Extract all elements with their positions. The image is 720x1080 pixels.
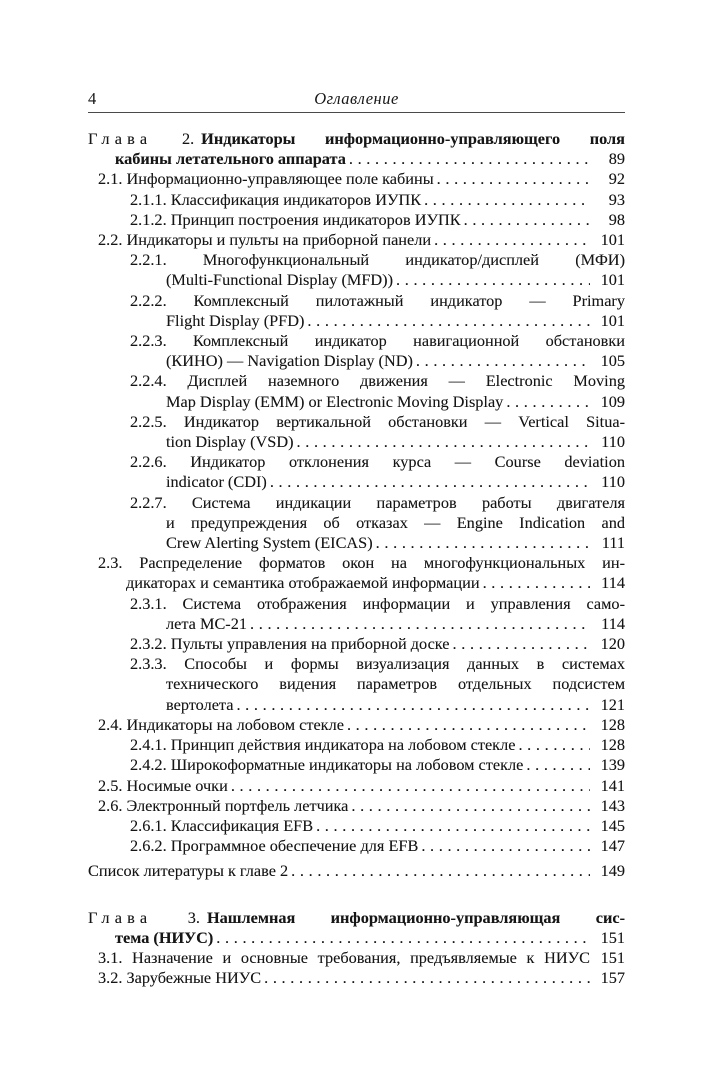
dots-leader xyxy=(264,968,590,988)
toc-page-number: 149 xyxy=(600,861,625,881)
toc-line: 2.5. Носимые очки ..... 141 xyxy=(98,776,625,796)
dots-leader xyxy=(416,351,590,371)
toc-entry xyxy=(88,129,625,169)
toc-line: (Multi-Functional Display (MFD)) ..... 101 xyxy=(166,270,625,290)
toc-line: 2.1.2. Принцип построения индикаторов ИУПК ..... 98 xyxy=(130,210,625,230)
toc-page-number: 114 xyxy=(601,573,625,593)
toc-page-number: 143 xyxy=(600,795,625,815)
toc-page-number: 151 xyxy=(600,947,625,967)
toc-entry xyxy=(88,452,625,492)
dots-leader xyxy=(351,796,590,816)
toc-page-number: 151 xyxy=(600,927,625,947)
dots-leader xyxy=(421,836,590,856)
dots-leader xyxy=(437,169,590,189)
toc-entry xyxy=(88,776,625,796)
toc-line: 2.1. Информационно-управляющее поле кабины ..... 92 xyxy=(98,169,625,189)
toc-entry xyxy=(88,169,625,189)
toc-page-number: 101 xyxy=(600,310,625,330)
toc-entry xyxy=(88,654,625,715)
toc-page-number: 145 xyxy=(600,815,625,835)
toc-line: 2.4.2. Широкоформатные индикаторы на лобовом стекле ..... 139 xyxy=(130,755,625,775)
toc-entry xyxy=(88,553,625,593)
toc-line: 2.2.3. Комплексный индикатор навигационной обстановки xyxy=(130,331,625,351)
toc-line: Crew Alerting System (EICAS) ..... 111 xyxy=(166,533,625,553)
toc-line: 2.1.1. Классификация индикаторов ИУПК ..... 93 xyxy=(130,190,625,210)
dots-leader xyxy=(483,573,590,593)
toc-line: 2.2.7. Система индикации параметров работы двигателя xyxy=(130,492,625,512)
dots-leader xyxy=(250,614,590,634)
toc-line: 2.3.3. Способы и формы визуализация данных в системах xyxy=(130,654,625,674)
toc-line: и предупреждения об отказах — Engine Indication and xyxy=(166,512,625,532)
dots-leader xyxy=(216,928,590,948)
toc-page-number: 114 xyxy=(601,613,625,633)
toc-line: 3.1. Назначение и основные требования, предъявляемые к НИУС 151 xyxy=(98,947,625,967)
toc-line: 2.4.1. Принцип действия индикатора на лобовом стекле ..... 128 xyxy=(130,735,625,755)
toc-entry xyxy=(88,948,625,968)
toc-line: технического видения параметров отдельных подсистем xyxy=(166,674,625,694)
toc-page-number: 157 xyxy=(600,968,625,988)
toc-page-number: 89 xyxy=(608,149,625,169)
toc-page-number: 101 xyxy=(600,270,625,290)
dots-leader xyxy=(506,392,590,412)
toc-page-number: 98 xyxy=(608,209,625,229)
toc-entry xyxy=(88,968,625,988)
toc-page-number: 101 xyxy=(600,230,625,250)
toc-entry xyxy=(88,796,625,816)
toc-entry xyxy=(88,210,625,230)
toc-entry xyxy=(88,371,625,411)
page-number: 4 xyxy=(88,89,97,108)
toc-page-number: 121 xyxy=(600,694,625,714)
toc-entry xyxy=(88,816,625,836)
toc-line: тема (НИУС) ..... 151 xyxy=(115,928,625,948)
toc-line: Flight Display (PFD) ..... 101 xyxy=(166,311,625,331)
toc-entry xyxy=(88,412,625,452)
toc-line: Map Display (EMM) or Electronic Moving Display ..... 109 xyxy=(166,392,625,412)
toc-page-number: 109 xyxy=(600,391,625,411)
page-header xyxy=(88,90,625,108)
toc-line: 2.2. Индикаторы и пульты на приборной панели ..... 101 xyxy=(98,230,625,250)
toc-line: 2.6.2. Программное обеспечение для EFB ..... 147 xyxy=(130,836,625,856)
toc-line: indicator (CDI) ..... 110 xyxy=(166,472,625,492)
toc-entry xyxy=(88,861,625,881)
dots-leader xyxy=(347,715,590,735)
toc-page-number: 128 xyxy=(600,735,625,755)
toc-entry xyxy=(88,715,625,735)
toc-line: кабины летательного аппарата ..... 89 xyxy=(115,149,625,169)
dots-leader xyxy=(518,735,590,755)
toc-entry xyxy=(88,594,625,634)
toc-entry xyxy=(88,331,625,371)
toc-line: Список литературы к главе 2 ..... 149 xyxy=(88,861,625,881)
toc-line: 2.2.4. Дисплей наземного движения — Electronic Moving xyxy=(130,371,625,391)
toc-entry xyxy=(88,634,625,654)
toc-line: 2.3.2. Пульты управления на приборной доске ..... 120 xyxy=(130,634,625,654)
dots-leader xyxy=(424,190,590,210)
dots-leader xyxy=(396,270,590,290)
dots-leader xyxy=(307,311,590,331)
toc-entry xyxy=(88,493,625,554)
dots-leader xyxy=(464,210,590,230)
toc-page-number: 111 xyxy=(601,533,625,553)
toc-page-number: 105 xyxy=(600,351,625,371)
toc-line: 2.2.1. Многофункциональный индикатор/дисплей (МФИ) xyxy=(130,250,625,270)
toc-line: 2.2.5. Индикатор вертикальной обстановки — Vertical Situa- xyxy=(130,411,625,431)
toc-page-number: 110 xyxy=(601,432,625,452)
toc-page-number: 110 xyxy=(601,472,625,492)
toc-line: дикаторах и семантика отображаемой информации ..... 114 xyxy=(126,573,625,593)
toc-entry xyxy=(88,908,625,948)
toc-page-number: 141 xyxy=(600,775,625,795)
dots-leader xyxy=(236,695,590,715)
dots-leader xyxy=(297,432,590,452)
dots-leader xyxy=(316,816,590,836)
toc-entry xyxy=(88,190,625,210)
toc-entry xyxy=(88,836,625,856)
toc-line: 3.2. Зарубежные НИУС ..... 157 xyxy=(98,968,625,988)
toc-page-number: 120 xyxy=(600,634,625,654)
toc-line: 2.2.6. Индикатор отклонения курса — Course deviation xyxy=(130,452,625,472)
running-title: Оглавление xyxy=(314,89,399,108)
toc-entry xyxy=(88,291,625,331)
toc-line: 2.6.1. Классификация EFB ..... 145 xyxy=(130,816,625,836)
toc-line: (КИНО) — Navigation Display (ND) ..... 105 xyxy=(166,351,625,371)
toc-line: 2.3.1. Система отображения информации и управления само- xyxy=(130,593,625,613)
toc-page-number: 128 xyxy=(600,714,625,734)
dots-leader xyxy=(291,861,590,881)
toc-line: 2.3. Распределение форматов окон на многофункциональных ин- xyxy=(98,553,625,573)
toc-page-number: 147 xyxy=(600,836,625,856)
toc-line: 2.6. Электронный портфель летчика ..... 143 xyxy=(98,796,625,816)
header-rule xyxy=(88,112,625,113)
toc xyxy=(88,129,625,988)
toc-line: 2.4. Индикаторы на лобовом стекле ..... 128 xyxy=(98,715,625,735)
toc-page-number: 92 xyxy=(608,169,625,189)
toc-entry xyxy=(88,735,625,755)
dots-leader xyxy=(453,634,590,654)
toc-page-number: 93 xyxy=(608,189,625,209)
dots-leader xyxy=(349,149,590,169)
toc-entry xyxy=(88,250,625,290)
toc-line: Глава 3. Нашлемная информационно-управляющая сис- xyxy=(88,907,625,927)
toc-line: tion Display (VSD) ..... 110 xyxy=(166,432,625,452)
dots-leader xyxy=(231,776,590,796)
dots-leader xyxy=(526,755,590,775)
toc-page-number: 139 xyxy=(600,755,625,775)
toc-entry xyxy=(88,755,625,775)
dots-leader xyxy=(434,230,590,250)
toc-line: Глава 2. Индикаторы информационно-управляющего поля xyxy=(88,129,625,148)
toc-line: лета МС-21 ..... 114 xyxy=(166,614,625,634)
toc-entry xyxy=(88,230,625,250)
dots-leader xyxy=(270,472,590,492)
toc-line: вертолета ..... 121 xyxy=(166,695,625,715)
dots-leader xyxy=(376,533,590,553)
toc-line: 2.2.2. Комплексный пилотажный индикатор — Primary xyxy=(130,290,625,310)
